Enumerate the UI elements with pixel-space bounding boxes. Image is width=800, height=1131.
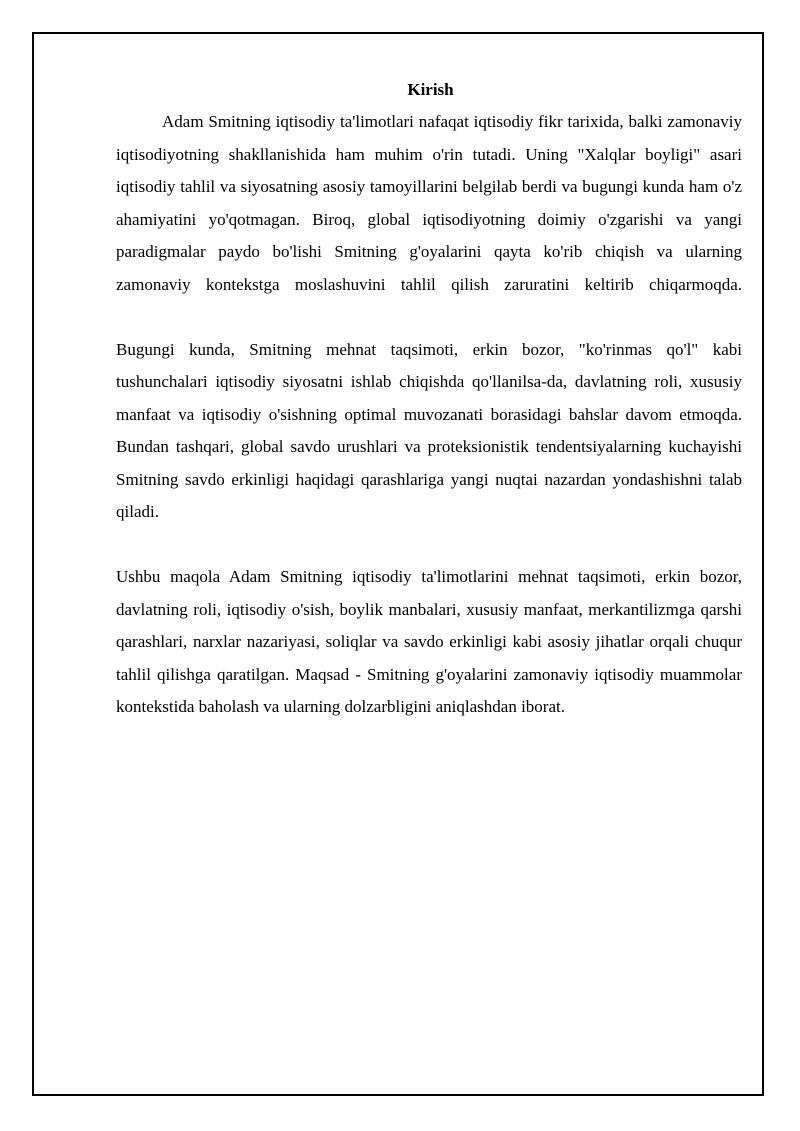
- paragraph-intro: Adam Smitning iqtisodiy ta'limotlari nafaqat iqtisodiy fikr tarixida, balki zamonaviy iqtisodiyotning shakllanishida ham muhim o'rin tutadi. Uning "Xalqlar boyligi" asari iqtisodiy tahlil va siyosatning asosiy tamoyillarini belgilab berdi va bugungi kunda ham o'z ahamiyatini yo'qotmagan. Biroq, global iqtisodiyotning doimiy o'zgarishi va yangi paradigmalar paydo bo'lishi Smitning g'oyalarini qayta ko'rib chiqish va ularning zamonaviy kontekstga moslashuvini tahlil qilish zaruratini keltirib chiqarmoqda.: [116, 112, 742, 294]
- paragraph-spacer: [116, 529, 742, 562]
- document-body: [116, 74, 742, 724]
- section-title: Kirish: [407, 80, 454, 99]
- paragraph-context: Bugungi kunda, Smitning mehnat taqsimoti, erkin bozor, "ko'rinmas qo'l" kabi tushunchalari iqtisodiy siyosatni ishlab chiqishda qo'llanilsa-da, davlatning roli, xususiy manfaat va iqtisodiy o'sishning optimal muvozanati borasidagi bahslar davom etmoqda. Bundan tashqari, global savdo urushlari va proteksionistik tendentsiyalarning kuchayishi Smitning savdo erkinligi haqidagi qarashlariga yangi nuqtai nazardan yondashishni talab qiladi.: [116, 339, 742, 521]
- paragraph-spacer: [116, 301, 742, 334]
- paragraph-purpose: Ushbu maqola Adam Smitning iqtisodiy ta'limotlarini mehnat taqsimoti, erkin bozor, davlatning roli, iqtisodiy o'sish, boylik manbalari, xususiy manfaat, merkantilizmga qarshi qarashlari, narxlar nazariyasi, soliqlar va savdo erkinligi kabi asosiy jihatlar orqali chuqur tahlil qilishga qaratilgan. Maqsad - Smitning g'oyalarini zamonaviy iqtisodiy muammolar kontekstida baholash va ularning dolzarbligini aniqlashdan iborat.: [116, 567, 742, 716]
